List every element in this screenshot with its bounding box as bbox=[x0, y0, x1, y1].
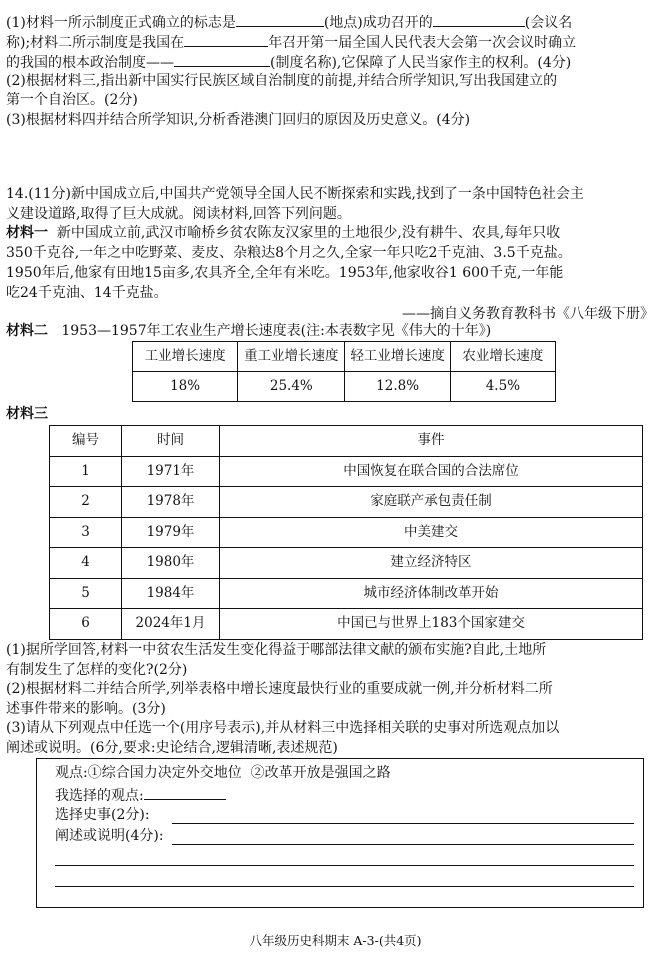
material1-text: 新中国成立前,武汉市喻桥乡贫农陈友汉家里的土地很少,没有耕牛、农具,每年只收 bbox=[56, 225, 561, 241]
material2-label: 材料二 bbox=[6, 323, 48, 339]
table-cell: 1 bbox=[50, 456, 122, 487]
material1-source: ——摘自义务教育教科书《八年级下册》 bbox=[402, 306, 654, 322]
table-header-cell: 编号 bbox=[50, 426, 122, 457]
table-cell: 6 bbox=[50, 609, 122, 640]
material1-line3: 1950年后,他家有田地15亩多,农具齐全,全年有米吃。1953年,他家收谷1 600千克,一年能 bbox=[6, 265, 564, 281]
table-cell: 2 bbox=[50, 487, 122, 518]
q13-part1-line2 bbox=[6, 32, 658, 54]
table-header-cell: 农业增长速度 bbox=[450, 342, 555, 372]
q13-text: 年召开第一届全国人民代表大会第一次会议时确立 bbox=[268, 35, 577, 51]
q13-part3: (3)根据材料四并结合所学知识,分析香港澳门回归的原因及历史意义。(4分) bbox=[6, 112, 471, 128]
answer-blank-location[interactable] bbox=[236, 12, 324, 27]
material2-table bbox=[132, 341, 556, 402]
table-row bbox=[50, 517, 643, 548]
answer-box-choice-row bbox=[55, 785, 226, 807]
q13-part2-line1: (2)根据材料三,指出新中国实行民族区域自治制度的前提,并结合所学知识,写出我国建立的 bbox=[6, 73, 558, 89]
table-row bbox=[133, 372, 556, 402]
table-cell: 2024年1月 bbox=[122, 609, 220, 640]
material2-title: 1953—1957年工农业生产增长速度表(注:本表数字见《伟大的十年》) bbox=[61, 323, 492, 339]
answer-blank-meeting[interactable] bbox=[433, 12, 525, 27]
q14-sub1-line1: (1)据所学回答,材料一中贫农生活发生变化得益于哪部法律文献的颁布实施?自此,土地所 bbox=[6, 642, 547, 658]
q14-intro-line1: 14.(11分)新中国成立后,中国共产党领导全国人民不断探索和实践,找到了一条中国特色社会主 bbox=[6, 186, 584, 202]
table-cell: 1971年 bbox=[122, 456, 220, 487]
q13-text: (1)材料一所示制度正式确立的标志是 bbox=[6, 15, 236, 31]
answer-blank-system[interactable] bbox=[174, 52, 270, 67]
table-cell: 5 bbox=[50, 578, 122, 609]
table-header-row bbox=[133, 342, 556, 372]
answer-line-event[interactable] bbox=[172, 823, 634, 824]
answer-blank-year[interactable] bbox=[184, 32, 268, 47]
table-header-cell: 轻工业增长速度 bbox=[345, 342, 450, 372]
material1-line1 bbox=[6, 224, 658, 244]
q14-sub2-line1: (2)根据材料二并结合所学,列举表格中增长速度最快行业的重要成就一例,并分析材料二所 bbox=[6, 681, 553, 697]
q14-intro-line2: 义建设道路,取得了巨大成就。阅读材料,回答下列问题。 bbox=[6, 206, 351, 222]
table-row bbox=[50, 609, 643, 640]
q13-text: 称);材料二所示制度是我国在 bbox=[6, 35, 185, 51]
answer-blank-choice[interactable] bbox=[144, 785, 226, 800]
q13-part2-line2: 第一个自治区。(2分) bbox=[6, 92, 138, 108]
material3-label: 材料三 bbox=[6, 406, 48, 422]
material3-table bbox=[49, 425, 643, 640]
table-cell: 1980年 bbox=[122, 548, 220, 579]
q13-text: (地点)成功召开的 bbox=[323, 15, 433, 31]
table-cell: 中美建交 bbox=[220, 517, 643, 548]
table-cell: 18% bbox=[133, 372, 238, 402]
answer-box-event-label: 选择史事(2分): bbox=[55, 807, 150, 823]
table-cell: 12.8% bbox=[345, 372, 450, 402]
q13-text: 的我国的根本政治制度—— bbox=[6, 55, 174, 71]
material1-label: 材料一 bbox=[6, 225, 48, 241]
table-cell: 4.5% bbox=[450, 372, 555, 402]
q13-part1-line3 bbox=[6, 52, 658, 74]
table-cell: 3 bbox=[50, 517, 122, 548]
q14-sub2-line2: 述事件带来的影响。(3分) bbox=[6, 701, 166, 717]
material2-title-line bbox=[6, 322, 658, 342]
q13-text: (会议名 bbox=[524, 15, 573, 31]
table-cell: 1979年 bbox=[122, 517, 220, 548]
answer-box-viewpoints: 观点:①综合国力决定外交地位 ②改革开放是强国之路 bbox=[55, 765, 391, 781]
q14-sub3-line2: 阐述或说明。(6分,要求:史论结合,逻辑清晰,表述规范) bbox=[6, 740, 338, 756]
answer-box bbox=[36, 758, 644, 908]
table-header-cell: 重工业增长速度 bbox=[238, 342, 345, 372]
answer-box-explain-label: 阐述或说明(4分): bbox=[55, 828, 164, 844]
answer-line-explain-3[interactable] bbox=[55, 886, 634, 887]
answer-box-choice-label: 我选择的观点: bbox=[55, 788, 144, 804]
table-cell: 中国已与世界上183个国家建交 bbox=[220, 609, 643, 640]
table-header-row bbox=[50, 426, 643, 457]
table-cell: 家庭联产承包责任制 bbox=[220, 487, 643, 518]
table-header-cell: 工业增长速度 bbox=[133, 342, 238, 372]
table-cell: 1984年 bbox=[122, 578, 220, 609]
answer-line-explain-2[interactable] bbox=[55, 865, 634, 866]
table-header-cell: 事件 bbox=[220, 426, 643, 457]
table-row bbox=[50, 487, 643, 518]
table-row bbox=[50, 548, 643, 579]
page-footer: 八年级历史科期末 A-3-(共4页) bbox=[249, 933, 422, 948]
table-cell: 1978年 bbox=[122, 487, 220, 518]
answer-line-explain-1[interactable] bbox=[172, 844, 634, 845]
table-row bbox=[50, 578, 643, 609]
q14-sub3-line1: (3)请从下列观点中任选一个(用序号表示),并从材料三中选择相关联的史事对所选观点加以 bbox=[6, 720, 560, 736]
table-header-cell: 时间 bbox=[122, 426, 220, 457]
q14-sub1-line2: 有制发生了怎样的变化?(2分) bbox=[6, 662, 188, 678]
table-row bbox=[50, 456, 643, 487]
q13-part1-line1 bbox=[6, 12, 658, 34]
material1-line2: 350千克谷,一年之中吃野菜、麦皮、杂粮达8个月之久,全家一年只吃2千克油、3.5千克盐。 bbox=[6, 245, 572, 261]
table-cell: 25.4% bbox=[238, 372, 345, 402]
table-cell: 中国恢复在联合国的合法席位 bbox=[220, 456, 643, 487]
table-cell: 城市经济体制改革开始 bbox=[220, 578, 643, 609]
table-cell: 4 bbox=[50, 548, 122, 579]
table-cell: 建立经济特区 bbox=[220, 548, 643, 579]
material1-line4: 吃24千克油、14千克盐。 bbox=[6, 285, 168, 301]
q13-text: (制度名称),它保障了人民当家作主的权利。(4分) bbox=[270, 55, 572, 71]
